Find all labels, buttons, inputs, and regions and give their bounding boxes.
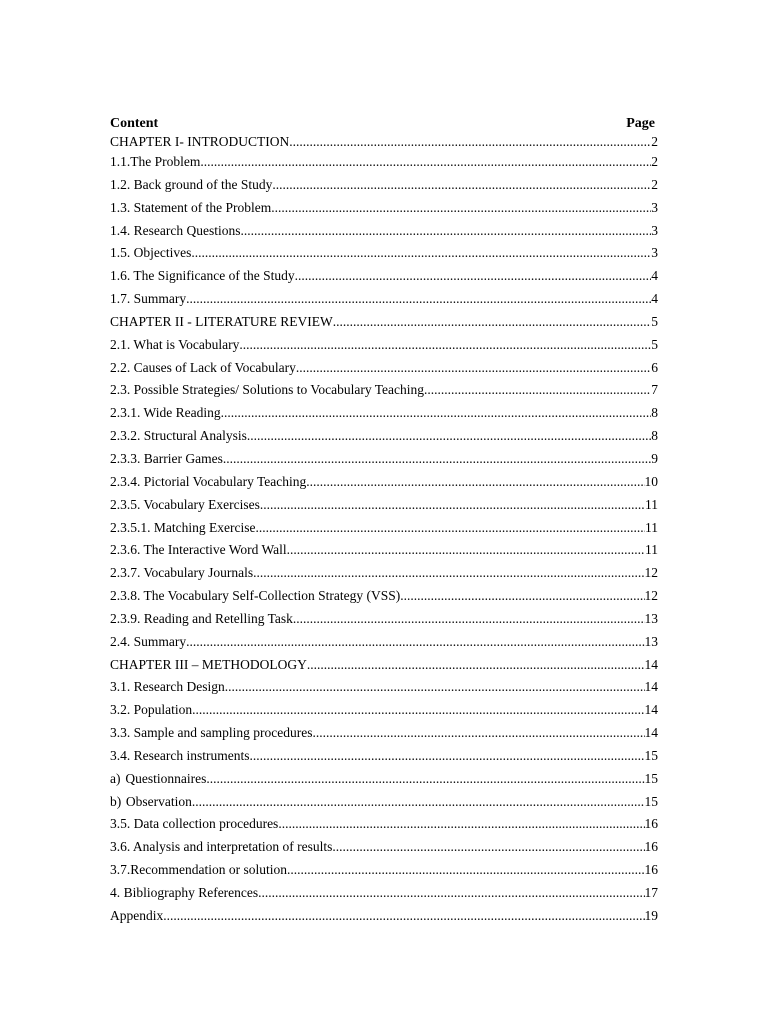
toc-entry xyxy=(110,174,658,197)
toc-entry-page-number: 15 xyxy=(644,770,658,786)
toc-entry-page-number: 17 xyxy=(644,885,658,900)
dot-leader xyxy=(163,905,644,928)
toc-entry-title: Bibliography References xyxy=(123,885,259,900)
dot-leader xyxy=(307,654,645,677)
toc-entry xyxy=(110,745,658,768)
toc-entry xyxy=(110,585,658,608)
toc-entry-page-number: 15 xyxy=(644,747,658,763)
toc-entry-title: 1.6. The Significance of the Study xyxy=(110,268,295,284)
toc-entry-page-number: 19 xyxy=(644,907,658,923)
toc-entry-page-number: 8 xyxy=(651,405,658,421)
toc-entry-page-number: 2 xyxy=(651,134,658,149)
toc-entry-page-number: 3 xyxy=(651,245,658,261)
toc-entry xyxy=(110,722,658,745)
toc-entry xyxy=(110,905,658,928)
toc-entry xyxy=(110,471,658,494)
toc-entry xyxy=(110,836,658,859)
dot-leader xyxy=(271,197,651,220)
dot-leader xyxy=(287,859,645,882)
toc-entry-page-number: 6 xyxy=(651,359,658,375)
toc-entry-page-number: 10 xyxy=(644,473,658,489)
dot-leader xyxy=(247,425,651,448)
toc-entry-title: 2.3.7. Vocabulary Journals xyxy=(110,565,254,581)
toc-entry-title: 2.2. Causes of Lack of Vocabulary xyxy=(110,359,296,375)
toc-entry-page-number: 7 xyxy=(651,382,658,398)
dot-leader xyxy=(239,334,651,357)
toc-entry-page-number: 12 xyxy=(644,588,658,604)
toc-entry-title: 2.4. Summary xyxy=(110,633,187,649)
toc-entry xyxy=(110,242,658,265)
toc-header xyxy=(110,116,658,132)
toc-entry-title: 2.3.3. Barrier Games xyxy=(110,450,223,466)
toc-entry-title: 1.1.The Problem xyxy=(110,154,201,169)
dot-leader xyxy=(206,768,644,791)
toc-entry-title: 2.3.1. Wide Reading xyxy=(110,405,221,421)
toc-entry-title: 3.4. Research instruments xyxy=(110,747,250,763)
dot-leader xyxy=(192,699,644,722)
toc-entry xyxy=(110,539,658,562)
dot-leader xyxy=(192,791,645,814)
toc-entry-page-number: 3 xyxy=(651,222,658,238)
toc-entry xyxy=(110,608,658,631)
toc-entry-page-number: 14 xyxy=(644,656,658,672)
dot-leader xyxy=(306,471,644,494)
toc-entry xyxy=(110,402,658,425)
toc-entry-title: Observation xyxy=(125,793,192,809)
toc-entry-title: 1.3. Statement of the Problem xyxy=(110,199,272,215)
toc-entry xyxy=(110,448,658,471)
toc-entry xyxy=(110,311,658,334)
toc-entry-page-number: 15 xyxy=(644,793,658,809)
toc-entry xyxy=(110,132,658,151)
page-heading: Page xyxy=(626,116,655,131)
toc-entry xyxy=(110,494,658,517)
toc-entry-number: 4. xyxy=(110,885,121,900)
table-of-contents xyxy=(110,116,658,928)
toc-entry-title: 2.3.8. The Vocabulary Self-Collection Strategy (VSS) xyxy=(110,588,401,604)
dot-leader xyxy=(200,151,651,174)
toc-entry-title: Recommendation or solution xyxy=(130,862,287,878)
toc-entry-page-number: 14 xyxy=(644,725,658,741)
toc-entry-title: 2.3.6. The Interactive Word Wall xyxy=(110,542,287,558)
toc-entry-title: 1.5. Objectives xyxy=(110,245,192,261)
toc-entry-page-number: 16 xyxy=(644,839,658,855)
toc-entry-title: 2.3.9. Reading and Retelling Task xyxy=(110,610,293,626)
toc-entry-number: b) xyxy=(110,793,122,809)
dot-leader xyxy=(424,379,651,402)
toc-entry-number: a) xyxy=(110,770,121,786)
toc-entry xyxy=(110,265,658,288)
toc-entry xyxy=(110,151,658,174)
dot-leader xyxy=(400,585,644,608)
dot-leader xyxy=(186,631,644,654)
toc-entry-page-number: 3 xyxy=(651,199,658,215)
toc-entry-page-number: 2 xyxy=(651,176,658,192)
toc-entry-page-number: 11 xyxy=(645,542,658,558)
toc-entry-title: 2.3.4. Pictorial Vocabulary Teaching xyxy=(110,473,307,489)
toc-entry-page-number: 2 xyxy=(651,154,658,169)
dot-leader xyxy=(221,402,652,425)
toc-entry-page-number: 16 xyxy=(644,816,658,832)
toc-entry xyxy=(110,699,658,722)
toc-entry-page-number: 11 xyxy=(645,496,658,512)
toc-entry-title: 3.5. Data collection procedures xyxy=(110,816,279,832)
toc-entry xyxy=(110,631,658,654)
toc-entry xyxy=(110,654,658,677)
toc-entry-page-number: 9 xyxy=(651,450,658,466)
dot-leader xyxy=(240,220,651,243)
toc-entry xyxy=(110,220,658,243)
dot-leader xyxy=(223,448,651,471)
toc-entry-page-number: 5 xyxy=(651,336,658,352)
toc-entry-title: 1.7. Summary xyxy=(110,291,187,307)
dot-leader xyxy=(332,836,644,859)
toc-entry-title: Questionnaires xyxy=(125,770,207,786)
toc-entry-title: 1.4. Research Questions xyxy=(110,222,241,238)
toc-entry xyxy=(110,562,658,585)
toc-entry xyxy=(110,379,658,402)
toc-entry xyxy=(110,791,658,814)
dot-leader xyxy=(255,517,645,540)
dot-leader xyxy=(258,882,644,905)
dot-leader xyxy=(278,813,644,836)
dot-leader xyxy=(253,562,644,585)
toc-entry-title: 2.3.5.1. Matching Exercise xyxy=(110,519,256,535)
toc-entry-page-number: 4 xyxy=(651,291,658,307)
toc-entry xyxy=(110,197,658,220)
toc-entry-page-number: 13 xyxy=(644,610,658,626)
dot-leader xyxy=(260,494,645,517)
toc-entry-title: 3.1. Research Design xyxy=(110,679,225,695)
toc-entry-title: 2.3. Possible Strategies/ Solutions to Vocabulary Teaching xyxy=(110,382,425,398)
toc-entry xyxy=(110,676,658,699)
toc-entry xyxy=(110,288,658,311)
content-heading: Content xyxy=(110,116,159,131)
toc-entry-page-number: 14 xyxy=(644,679,658,695)
dot-leader xyxy=(272,174,651,197)
toc-entry-page-number: 8 xyxy=(651,428,658,444)
dot-leader xyxy=(249,745,644,768)
toc-entry xyxy=(110,517,658,540)
dot-leader xyxy=(296,357,651,380)
toc-entry-page-number: 11 xyxy=(645,519,658,535)
dot-leader xyxy=(312,722,644,745)
toc-entry-title: Appendix xyxy=(110,907,164,923)
toc-entry-title: 3.6. Analysis and interpretation of results xyxy=(110,839,333,855)
toc-entry-page-number: 4 xyxy=(651,268,658,284)
toc-entry-page-number: 12 xyxy=(644,565,658,581)
dot-leader xyxy=(295,265,652,288)
dot-leader xyxy=(225,676,645,699)
toc-list xyxy=(110,132,658,928)
dot-leader xyxy=(289,132,651,151)
toc-entry-title: 3.2. Population xyxy=(110,702,193,718)
toc-entry-number: 3.7. xyxy=(110,862,131,878)
toc-entry xyxy=(110,768,658,791)
dot-leader xyxy=(186,288,651,311)
toc-entry-title: 2.3.2. Structural Analysis xyxy=(110,428,247,444)
toc-entry xyxy=(110,882,658,905)
toc-entry-title: CHAPTER II - LITERATURE REVIEW xyxy=(110,313,333,329)
toc-entry-page-number: 16 xyxy=(644,862,658,878)
dot-leader xyxy=(293,608,645,631)
toc-entry-page-number: 13 xyxy=(644,633,658,649)
toc-entry-page-number: 5 xyxy=(651,313,658,329)
toc-entry-title: CHAPTER I- INTRODUCTION xyxy=(110,134,290,149)
toc-entry xyxy=(110,813,658,836)
dot-leader xyxy=(287,539,645,562)
toc-entry-title: 1.2. Back ground of the Study xyxy=(110,176,273,192)
toc-entry xyxy=(110,859,658,882)
toc-entry-title: 2.3.5. Vocabulary Exercises xyxy=(110,496,260,512)
toc-entry xyxy=(110,334,658,357)
toc-entry-title: 2.1. What is Vocabulary xyxy=(110,336,240,352)
dot-leader xyxy=(333,311,652,334)
toc-entry xyxy=(110,357,658,380)
toc-entry-title: CHAPTER III – METHODOLOGY xyxy=(110,656,307,672)
toc-entry-page-number: 14 xyxy=(644,702,658,718)
dot-leader xyxy=(191,242,651,265)
toc-entry-title: 3.3. Sample and sampling procedures xyxy=(110,725,313,741)
toc-entry xyxy=(110,425,658,448)
